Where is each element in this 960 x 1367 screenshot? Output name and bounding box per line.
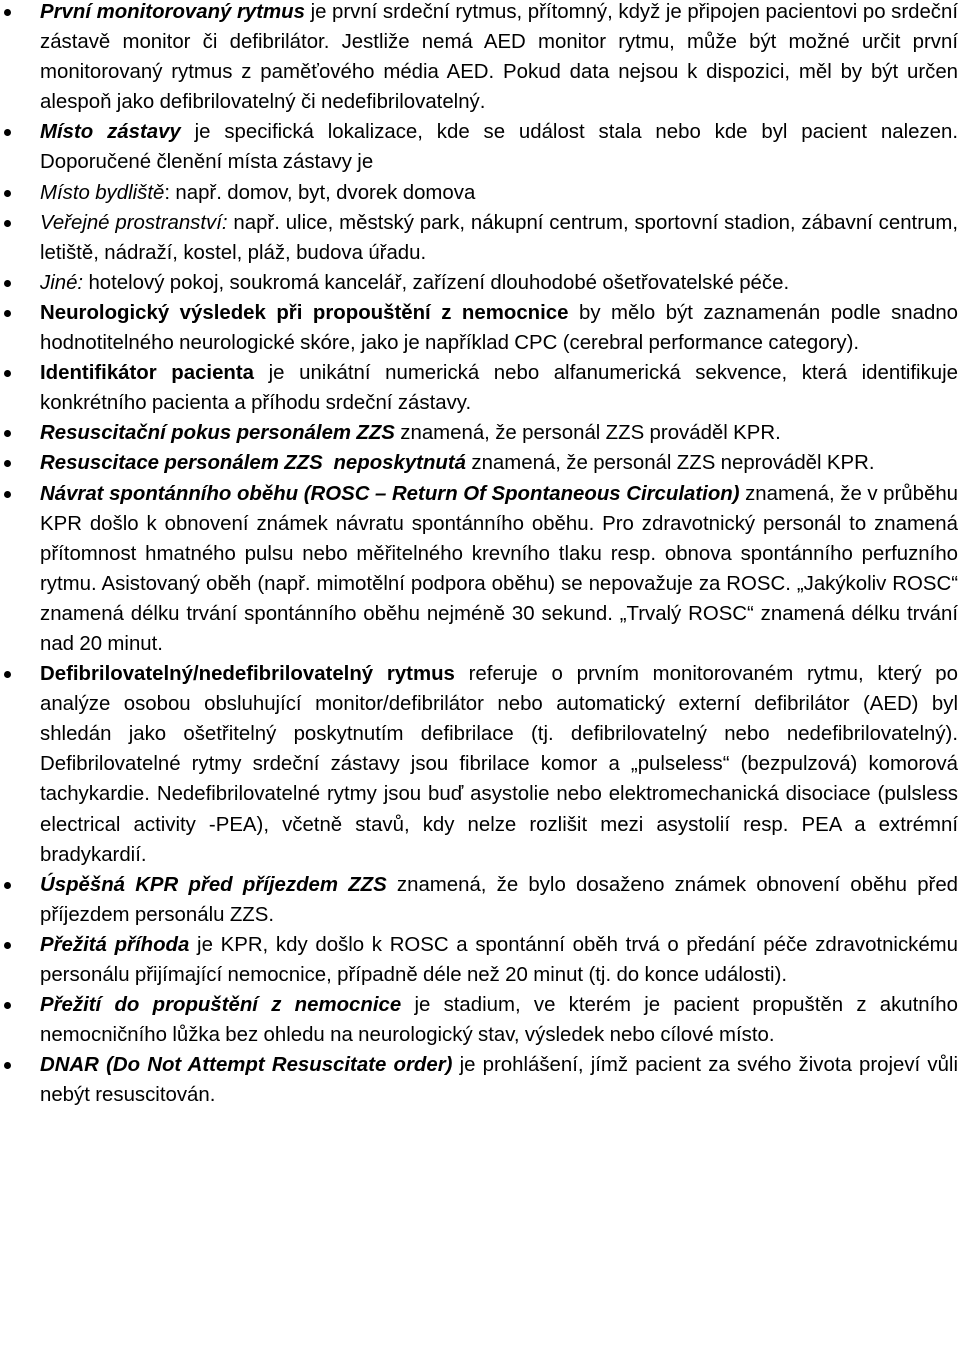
definition-survived-event (0, 930, 958, 990)
definition-survival-to-discharge (0, 990, 958, 1050)
term: Identifikátor pacienta (40, 362, 255, 385)
term: Defibrilovatelný/nedefibrilovatelný rytmus (40, 663, 455, 686)
definition-text: znamená, že personál ZZS neprováděl KPR. (466, 452, 875, 475)
term: Veřejné prostranství: (40, 211, 228, 234)
term: Neurologický výsledek při propouštění z nemocnice (40, 301, 569, 324)
term: Jiné: (40, 271, 84, 294)
bullet-icon (4, 129, 11, 136)
term: Místo zástavy (40, 121, 181, 144)
bullet-icon (4, 370, 11, 377)
bullet-icon (4, 1002, 11, 1009)
definition-text: : např. domov, byt, dvorek domova (164, 181, 476, 204)
term: Resuscitace personálem ZZS neposkytnutá (40, 452, 467, 475)
term: Přežitá příhoda (40, 933, 190, 956)
definition-text: je stadium, ve kterém je pacient propuštěn z akutního nemocničního lůžka bez ohledu na neurologický stav, výsledek nebo cílové místo. (40, 994, 958, 1047)
bullet-icon (4, 9, 11, 16)
term: Místo bydliště (40, 181, 165, 204)
term: Přežití do propuštění z nemocnice (40, 994, 402, 1017)
location-other (0, 268, 958, 298)
definition-shockable-rhythm (0, 659, 958, 870)
bullet-icon (4, 220, 11, 227)
bullet-icon (4, 671, 11, 678)
bullet-icon (4, 882, 11, 889)
definition-first-monitored-rhythm (0, 0, 958, 117)
bullet-icon (4, 460, 11, 467)
location-residence (0, 178, 958, 208)
location-public-space (0, 208, 958, 268)
term: První monitorovaný rytmus (40, 1, 305, 23)
definition-successful-cpr-before-ems (0, 870, 958, 930)
definition-arrest-location (0, 117, 958, 177)
bullet-icon (4, 190, 11, 197)
definition-dnar (0, 1050, 958, 1110)
bullet-icon (4, 942, 11, 949)
definition-text: je specifická lokalizace, kde se událost stala nebo kde byl pacient nalezen. Doporučené členění místa zástavy je (40, 121, 958, 174)
bullet-icon (4, 430, 11, 437)
definition-text: např. ulice, městský park, nákupní centrum, sportovní stadion, zábavní centrum, letiště, nádraží, kostel, pláž, budova úřadu. (40, 211, 958, 264)
definition-text: znamená, že v průběhu KPR došlo k obnovení známek návratu spontánního oběhu. Pro zdravotnický personál to znamená přítomnost hmatného pulsu nebo měřitelného krevního tlaku resp. obnova spontánního perfuzního rytmu. Asistovaný oběh (např. mimotělní podpora oběhu) se nepovažuje za ROSC. „Jakýkoliv ROSC“ znamená délku trvání spontánního oběhu nejméně 30 sekund. „Trvalý ROSC“ znamená délku trvání nad 20 minut. (40, 482, 958, 655)
definition-text: referuje o prvním monitorovaném rytmu, který po analýze osobou obsluhující monitor/defibrilátor nebo automatický externí defibrilátor (AED) byl shledán jako ošetřitelný poskytnutím defibrilace (tj. defibrilovatelný nebo nedefibrilovatelný). Defibrilovatelné rytmy srdeční zástavy jsou fibrilace komor a „pulseless“ (bezpulzová) komorová tachykardie. Nedefibrilovatelné rytmy jsou buď asystolie nebo elektromechanická disociace (pulsless electrical activity -PEA), včetně stavů, kdy nelze rozlišit mezi asystolií resp. PEA a extrémní bradykardií. (40, 663, 958, 866)
term: DNAR (Do Not Attempt Resuscitate order) (40, 1054, 453, 1077)
bullet-icon (4, 310, 11, 317)
term: Úspěšná KPR před příjezdem ZZS (40, 873, 387, 896)
bullet-icon (4, 491, 11, 498)
definition-text: je první srdeční rytmus, přítomný, když je připojen pacientovi po srdeční zástavě monitor či defibrilátor. Jestliže nemá AED monitor rytmu, může být možné určit první monitorovaný rytmus z paměťového média AED. Pokud data nejsou k dispozici, měl by být určen alespoň jako defibrilovatelný či nedefibrilovatelný. (40, 1, 959, 114)
bullet-icon (4, 280, 11, 287)
term: Resuscitační pokus personálem ZZS (40, 422, 395, 445)
definition-neurological-outcome (0, 298, 958, 358)
definition-text: znamená, že personál ZZS prováděl KPR. (394, 422, 781, 445)
term: Návrat spontánního oběhu (ROSC – Return Of Spontaneous Circulation) (40, 482, 740, 505)
definition-text: by mělo být zaznamenán podle snadno hodnotitelného neurologické skóre, jako je například CPC (cerebral performance category). (40, 301, 958, 355)
definition-text: je prohlášení, jímž pacient za svého života projeví vůli nebýt resuscitován. (40, 1054, 958, 1107)
definition-rosc (0, 479, 958, 660)
definition-patient-identifier (0, 358, 958, 418)
definition-text: znamená, že bylo dosaženo známek obnovení oběhu před příjezdem personálu ZZS. (40, 873, 959, 926)
bullet-icon (4, 1062, 11, 1069)
definition-text: hotelový pokoj, soukromá kancelář, zařízení dlouhodobé ošetřovatelské péče. (83, 271, 790, 294)
definition-ems-resuscitation-not-provided (0, 448, 958, 478)
definition-text: je KPR, kdy došlo k ROSC a spontánní oběh trvá o předání péče zdravotnickému personálu přijímající nemocnice, případně déle než 20 minut (tj. do konce události). (40, 933, 958, 986)
definition-ems-resuscitation-attempt (0, 418, 958, 448)
definition-text: je unikátní numerická nebo alfanumerická sekvence, která identifikuje konkrétního pacienta a příhodu srdeční zástavy. (40, 362, 958, 415)
